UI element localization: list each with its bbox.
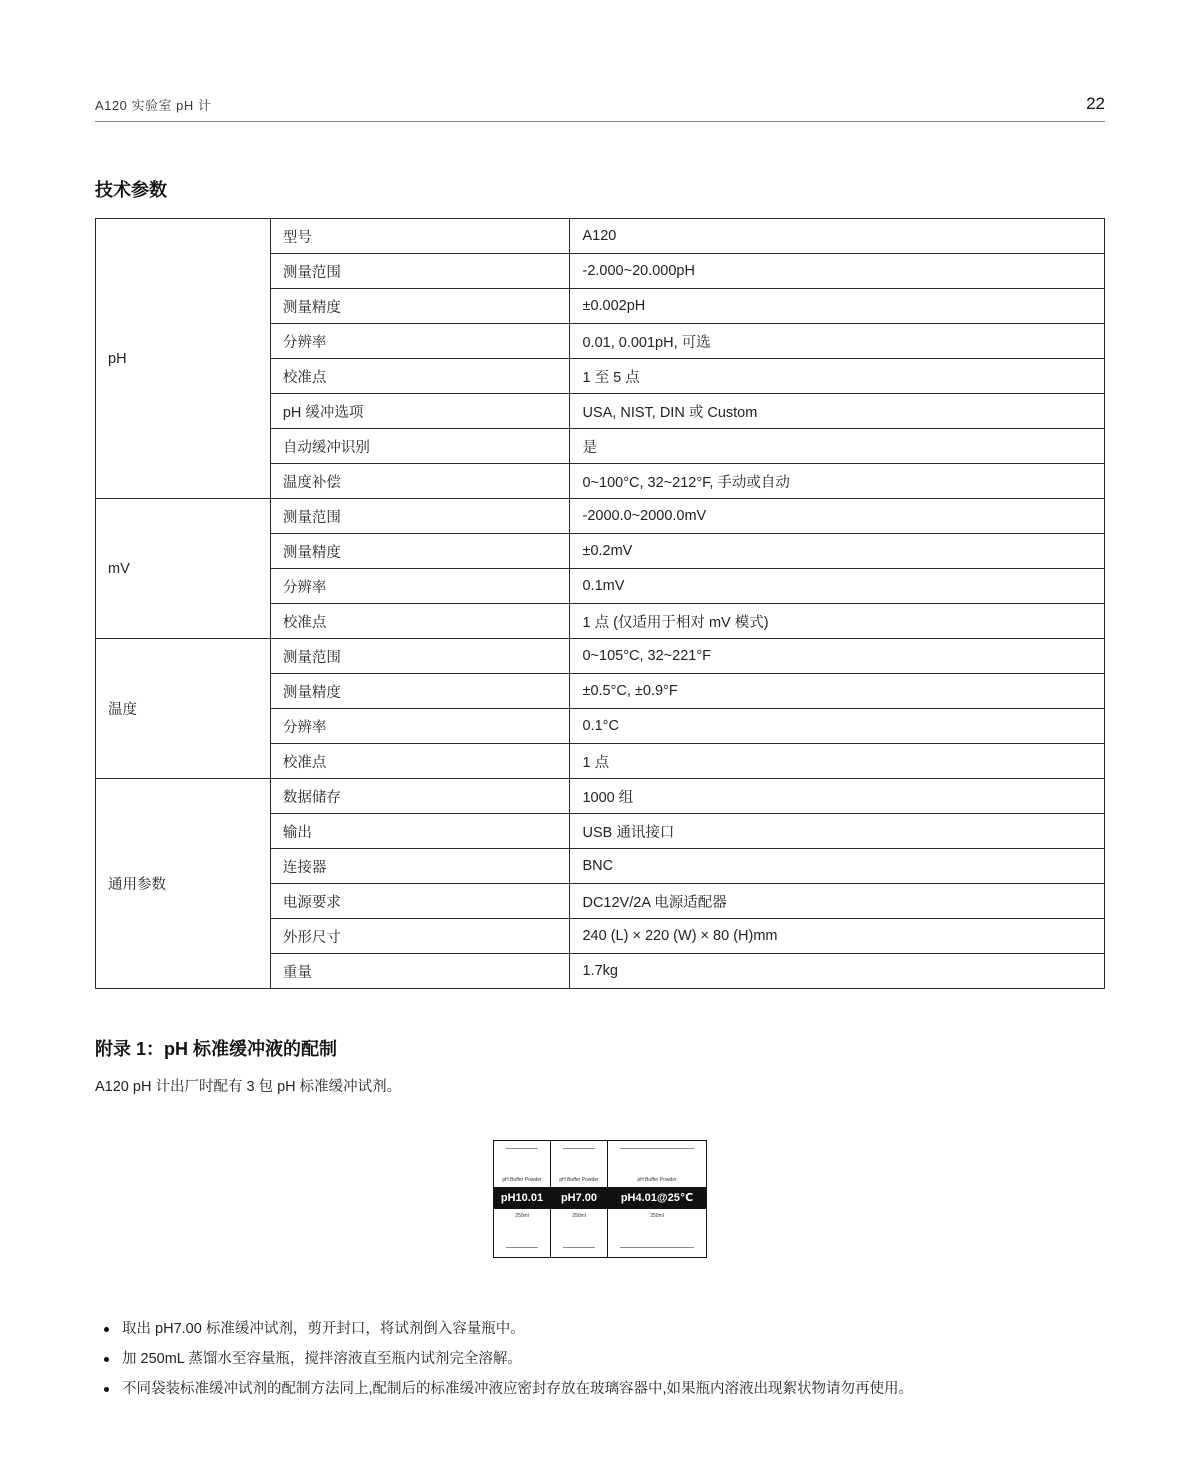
buffer-packet xyxy=(607,1140,707,1258)
spec-param-value: 1 点 xyxy=(570,744,1105,779)
spec-param-name: pH 缓冲选项 xyxy=(270,394,570,429)
appendix-bullet-list xyxy=(95,1314,1105,1404)
spec-param-value: ±0.5°C, ±0.9°F xyxy=(570,674,1105,709)
spec-param-value: 0.01, 0.001pH, 可选 xyxy=(570,324,1105,359)
spec-param-value: 0.1mV xyxy=(570,569,1105,604)
spec-param-name: 温度补偿 xyxy=(270,464,570,499)
spec-param-value: 240 (L) × 220 (W) × 80 (H)mm xyxy=(570,919,1105,954)
buffer-packet xyxy=(550,1140,608,1258)
spec-param-value: -2000.0~2000.0mV xyxy=(570,499,1105,534)
page-number: 22 xyxy=(1086,94,1105,113)
packet-volume-label: 250ml xyxy=(515,1212,529,1219)
spec-param-name: 校准点 xyxy=(270,359,570,394)
appendix-intro: A120 pH 计出厂时配有 3 包 pH 标准缓冲试剂。 xyxy=(95,1079,402,1095)
spec-param-value: 0.1°C xyxy=(570,709,1105,744)
spec-param-name: 重量 xyxy=(270,954,570,989)
header-divider xyxy=(95,121,1105,122)
spec-group-label: pH xyxy=(96,219,271,499)
appendix-bullet: 加 250mL 蒸馏水至容量瓶，搅拌溶液直至瓶内试剂完全溶解。 xyxy=(95,1344,1105,1374)
spec-param-value: 1 至 5 点 xyxy=(570,359,1105,394)
spec-row xyxy=(96,639,1105,674)
spec-param-name: 连接器 xyxy=(270,849,570,884)
spec-row xyxy=(96,219,1105,254)
spec-param-value: 1.7kg xyxy=(570,954,1105,989)
appendix-title: 附录 1：pH 标准缓冲液的配制 xyxy=(95,1039,338,1059)
spec-param-name: 测量范围 xyxy=(270,639,570,674)
header-title: A120 实验室 pH 计 xyxy=(95,98,212,113)
spec-param-value: USA, NIST, DIN 或 Custom xyxy=(570,394,1105,429)
packet-ph-label: pH10.01 xyxy=(494,1187,550,1209)
spec-param-name: 输出 xyxy=(270,814,570,849)
packet-ph-label: pH4.01@25℃ xyxy=(608,1187,706,1209)
appendix-bullet: 取出 pH7.00 标准缓冲试剂，剪开封口，将试剂倒入容量瓶中。 xyxy=(95,1314,1105,1344)
specs-table xyxy=(95,218,1105,989)
spec-param-value: ±0.2mV xyxy=(570,534,1105,569)
spec-param-value: 1 点 (仅适用于相对 mV 模式) xyxy=(570,604,1105,639)
spec-param-name: 校准点 xyxy=(270,744,570,779)
spec-group-label: 通用参数 xyxy=(96,779,271,989)
buffer-packets-figure xyxy=(95,1140,1105,1258)
packet-ph-label: pH7.00 xyxy=(551,1187,607,1209)
spec-param-name: 分辨率 xyxy=(270,324,570,359)
spec-row xyxy=(96,779,1105,814)
appendix-bullet: 不同袋装标准缓冲试剂的配制方法同上,配制后的标准缓冲液应密封存放在玻璃容器中,如果瓶内溶液出现絮状物请勿再使用。 xyxy=(95,1374,1105,1404)
spec-row xyxy=(96,499,1105,534)
packet-tear-line xyxy=(506,1148,538,1149)
spec-param-name: 自动缓冲识别 xyxy=(270,429,570,464)
spec-param-value: ±0.002pH xyxy=(570,289,1105,324)
packet-type-label: pH Buffer Powder xyxy=(637,1176,677,1183)
spec-param-name: 型号 xyxy=(270,219,570,254)
spec-param-name: 电源要求 xyxy=(270,884,570,919)
packet-tear-line xyxy=(506,1247,538,1248)
packet-tear-line xyxy=(620,1148,694,1149)
packet-tear-line xyxy=(563,1247,595,1248)
spec-param-name: 校准点 xyxy=(270,604,570,639)
spec-param-value: BNC xyxy=(570,849,1105,884)
spec-param-value: 0~105°C, 32~221°F xyxy=(570,639,1105,674)
spec-param-name: 分辨率 xyxy=(270,709,570,744)
specs-section-title: 技术参数 xyxy=(95,180,167,200)
spec-param-name: 数据储存 xyxy=(270,779,570,814)
spec-param-value: USB 通讯接口 xyxy=(570,814,1105,849)
spec-param-name: 测量精度 xyxy=(270,534,570,569)
spec-param-name: 测量精度 xyxy=(270,289,570,324)
spec-param-value: -2.000~20.000pH xyxy=(570,254,1105,289)
spec-param-value: A120 xyxy=(570,219,1105,254)
spec-param-name: 分辨率 xyxy=(270,569,570,604)
spec-param-value: 是 xyxy=(570,429,1105,464)
packet-volume-label: 250ml xyxy=(572,1212,586,1219)
spec-param-name: 外形尺寸 xyxy=(270,919,570,954)
packet-type-label: pH Buffer Powder xyxy=(502,1176,542,1183)
spec-param-value: 0~100°C, 32~212°F, 手动或自动 xyxy=(570,464,1105,499)
spec-group-label: 温度 xyxy=(96,639,271,779)
spec-param-name: 测量精度 xyxy=(270,674,570,709)
spec-group-label: mV xyxy=(96,499,271,639)
spec-param-name: 测量范围 xyxy=(270,499,570,534)
spec-param-value: 1000 组 xyxy=(570,779,1105,814)
packet-type-label: pH Buffer Powder xyxy=(559,1176,599,1183)
buffer-packet xyxy=(493,1140,551,1258)
packet-tear-line xyxy=(563,1148,595,1149)
spec-param-name: 测量范围 xyxy=(270,254,570,289)
spec-param-value: DC12V/2A 电源适配器 xyxy=(570,884,1105,919)
page-header xyxy=(95,0,1105,114)
packet-volume-label: 250ml xyxy=(650,1212,664,1219)
packet-tear-line xyxy=(620,1247,694,1248)
